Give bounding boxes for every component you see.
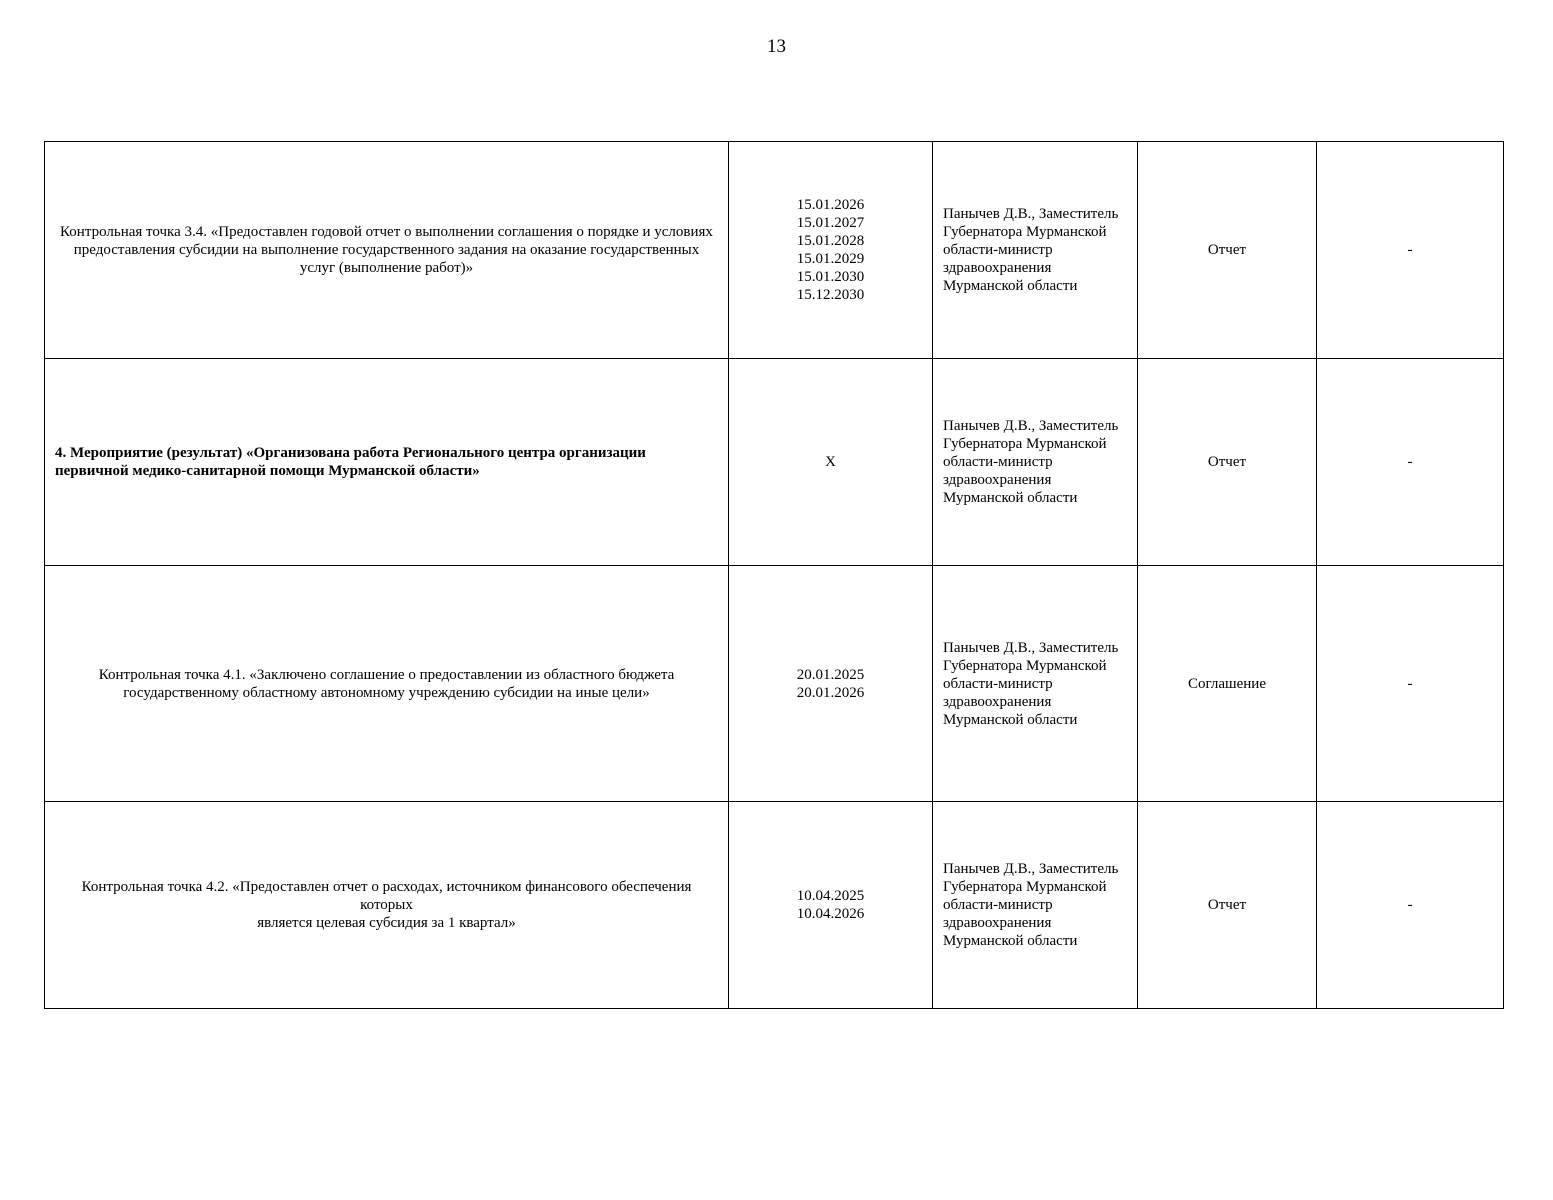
- document-type: Соглашение: [1138, 566, 1317, 802]
- document-type: Отчет: [1138, 802, 1317, 1009]
- deadline-dates: X: [729, 359, 933, 566]
- responsible-person: Панычев Д.В., Заместитель Губернатора Мурманской области-министр здравоохранения Мурманской области: [933, 142, 1138, 359]
- table-row: [45, 802, 1504, 1009]
- control-point-name: Контрольная точка 3.4. «Предоставлен годовой отчет о выполнении соглашения о порядке и условиях предоставления субсидии на выполнение государственного задания на оказание государственных услуг (выполнение работ)»: [45, 142, 729, 359]
- deadline-dates: 15.01.2026 15.01.2027 15.01.2028 15.01.2029 15.01.2030 15.12.2030: [729, 142, 933, 359]
- info-system: -: [1317, 359, 1504, 566]
- table-row: [45, 142, 1504, 359]
- plan-table: [44, 141, 1504, 1009]
- activity-name: 4. Мероприятие (результат) «Организована работа Регионального центра организации первичной медико-санитарной помощи Мурманской области»: [45, 359, 729, 566]
- control-point-name-line2: является целевая субсидия за 1 квартал»: [257, 915, 516, 931]
- table-row: [45, 359, 1504, 566]
- info-system: -: [1317, 566, 1504, 802]
- table-row: [45, 566, 1504, 802]
- control-point-name: Контрольная точка 4.1. «Заключено соглашение о предоставлении из областного бюджета государственному областному автономному учреждению субсидии на иные цели»: [45, 566, 729, 802]
- deadline-dates: 20.01.2025 20.01.2026: [729, 566, 933, 802]
- control-point-name-line1: Контрольная точка 4.2. «Предоставлен отчет о расходах, источником финансового обеспечения которых: [81, 879, 692, 913]
- responsible-person: Панычев Д.В., Заместитель Губернатора Мурманской области-министр здравоохранения Мурманской области: [933, 566, 1138, 802]
- page-number: 13: [767, 36, 786, 57]
- document-type: Отчет: [1138, 359, 1317, 566]
- control-point-name: [45, 802, 729, 1009]
- deadline-dates: 10.04.2025 10.04.2026: [729, 802, 933, 1009]
- document-type: Отчет: [1138, 142, 1317, 359]
- responsible-person: Панычев Д.В., Заместитель Губернатора Мурманской области-министр здравоохранения Мурманской области: [933, 359, 1138, 566]
- responsible-person: Панычев Д.В., Заместитель Губернатора Мурманской области-министр здравоохранения Мурманской области: [933, 802, 1138, 1009]
- info-system: -: [1317, 142, 1504, 359]
- info-system: -: [1317, 802, 1504, 1009]
